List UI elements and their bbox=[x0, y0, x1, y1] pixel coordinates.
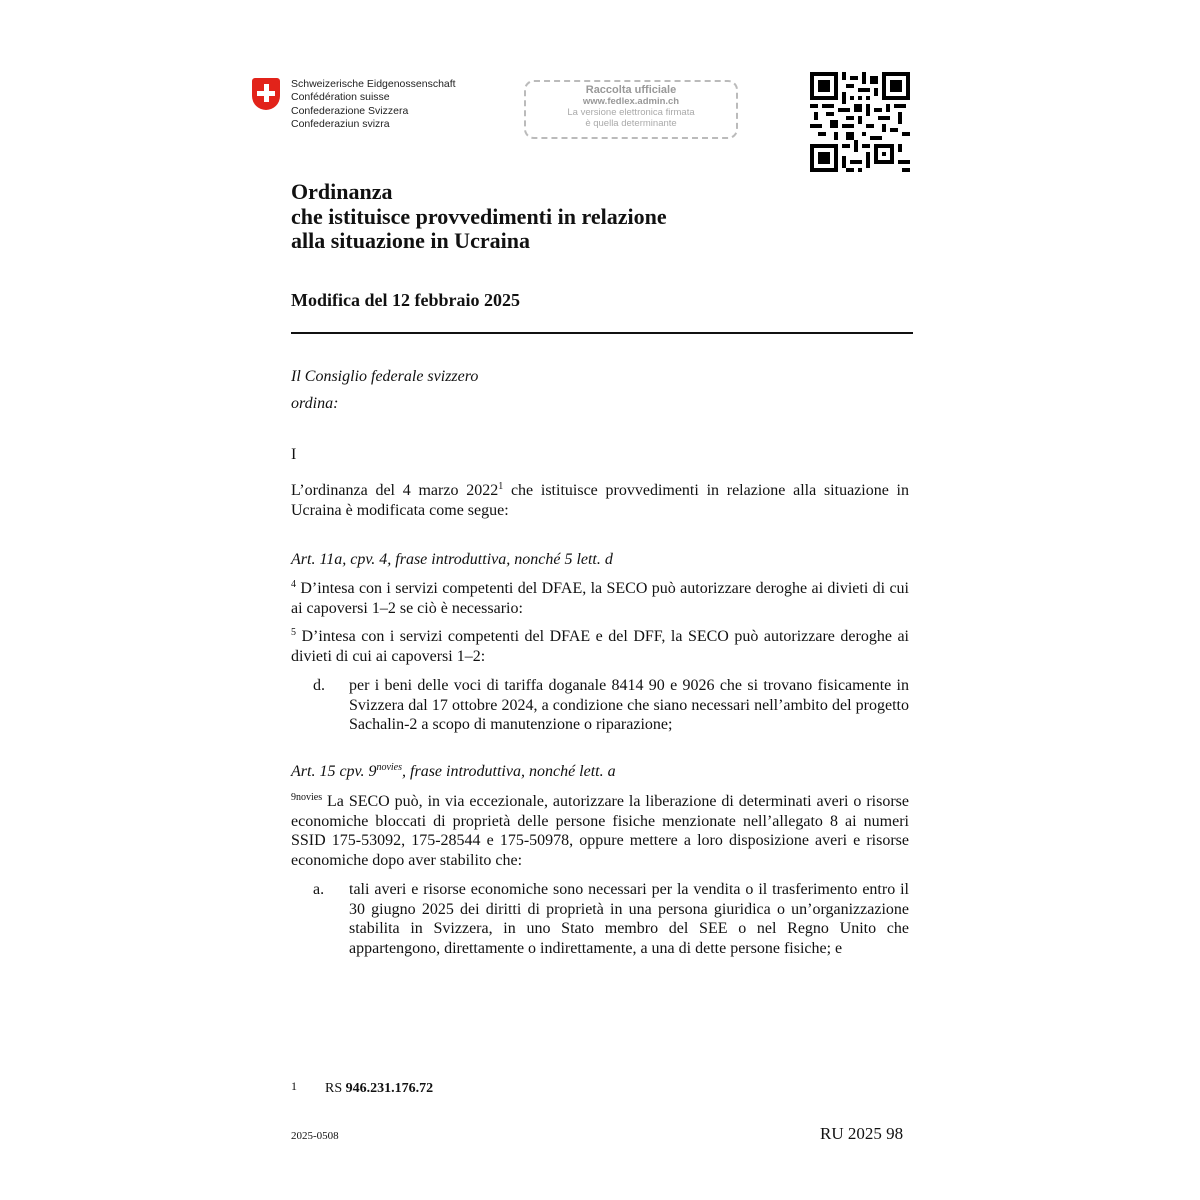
stamp-note-2: è quella determinante bbox=[585, 118, 677, 129]
paragraph-text: D’intesa con i servizi competenti del DFAE e del DFF, la SECO può autorizzare deroghe ai divieti di cui ai capoversi 1–2: bbox=[291, 628, 909, 665]
paragraph-text: D’intesa con i servizi competenti del DFAE, la SECO può autorizzare deroghe ai divieti di cui ai capoversi 1–2 se ciò è necessario: bbox=[291, 580, 909, 617]
intro-text-end: che istituisce provvedimenti in relazione alla situazione in Ucraina è modificata come segue: bbox=[291, 482, 910, 519]
stamp-url[interactable]: www.fedlex.admin.ch bbox=[582, 96, 680, 107]
intro-paragraph bbox=[291, 481, 909, 520]
qr-code-icon bbox=[810, 72, 910, 172]
confederation-line-it: Confederazione Svizzera bbox=[291, 104, 409, 117]
confederation-name bbox=[291, 78, 456, 131]
article-15-paragraph-9novies bbox=[291, 792, 909, 870]
stamp-title: Raccolta ufficiale bbox=[585, 84, 677, 96]
preamble-issuer: Il Consiglio federale svizzero bbox=[291, 368, 479, 385]
footnote-reference[interactable]: 1 bbox=[498, 481, 504, 492]
heading-start: Art. 15 cpv. 9 bbox=[291, 763, 377, 780]
confederation-line-de: Schweizerische Eidgenossenschaft bbox=[291, 78, 456, 90]
article-11a-paragraph-5 bbox=[291, 627, 909, 666]
preamble-verb: ordina: bbox=[291, 395, 339, 412]
footnote-sr-number[interactable]: 946.231.176.72 bbox=[345, 1081, 434, 1096]
document-title bbox=[291, 180, 667, 254]
article-11a-item-d bbox=[291, 676, 909, 735]
amendment-date: Modifica del 12 febbraio 2025 bbox=[291, 290, 520, 310]
title-line-2: che istituisce provvedimenti in relazione bbox=[291, 203, 667, 229]
article-11a-paragraph-4 bbox=[291, 579, 909, 618]
item-label: d. bbox=[313, 677, 325, 694]
footnote-prefix: RS bbox=[325, 1081, 346, 1096]
heading-superscript: novies bbox=[376, 762, 403, 773]
confederation-line-rm: Confederaziun svizra bbox=[291, 117, 390, 130]
footnote bbox=[291, 1079, 433, 1097]
title-divider bbox=[291, 332, 913, 334]
article-15-heading bbox=[291, 763, 616, 781]
paragraph-number: 5 bbox=[291, 627, 296, 638]
paragraph-number: 9novies bbox=[291, 792, 323, 803]
item-text: per i beni delle voci di tariffa doganale 8414 90 e 9026 che si trovano fisicamente in Svizzera dal 17 ottobre 2024, a condizione che siano necessari nell’ambito del progetto Sachalin-2 a scopo di manutenzione o riparazione; bbox=[349, 677, 909, 733]
swiss-coat-of-arms-icon bbox=[252, 78, 280, 110]
paragraph-number: 4 bbox=[291, 579, 296, 590]
paragraph-text: La SECO può, in via eccezionale, autorizzare la liberazione di determinati averi o risorse economiche bloccati di proprietà delle persone fisiche menzionate nell’allegato 8 ai numeri SSID 175-53092, 175-28544 e 175-50978, oppure mettere a loro disposizione averi e risorse economiche dopo aver stabilito che: bbox=[291, 793, 909, 869]
article-11a-heading: Art. 11a, cpv. 4, frase introduttiva, nonché 5 lett. d bbox=[291, 551, 613, 568]
confederation-line-fr: Confédération suisse bbox=[291, 91, 390, 104]
official-collection-reference: RU 2025 98 bbox=[820, 1124, 904, 1143]
stamp-note-1: La versione elettronica firmata bbox=[567, 107, 695, 118]
title-line-1: Ordinanza bbox=[291, 179, 393, 204]
intro-text-start: L’ordinanza del 4 marzo 2022 bbox=[291, 482, 499, 499]
item-text: tali averi e risorse economiche sono necessari per la vendita o il trasferimento entro il 30 giugno 2025 dei diritti di proprietà in una persona giuridica o un’organizzazione stabilita in Svizzera, in uno Stato membro del SEE o nel Regno Unito che appartengono, direttamente o indirettamente, a una di dette persone fisiche; e bbox=[349, 881, 909, 957]
official-collection-stamp bbox=[524, 80, 738, 139]
heading-end: , frase introduttiva, nonché lett. a bbox=[402, 763, 616, 780]
preamble bbox=[291, 363, 478, 417]
title-line-3: alla situazione in Ucraina bbox=[291, 228, 530, 253]
article-15-item-a bbox=[291, 880, 909, 958]
item-label: a. bbox=[313, 881, 325, 898]
document-code: 2025-0508 bbox=[291, 1130, 339, 1142]
footnote-number: 1 bbox=[291, 1079, 297, 1093]
section-number: I bbox=[291, 446, 297, 463]
